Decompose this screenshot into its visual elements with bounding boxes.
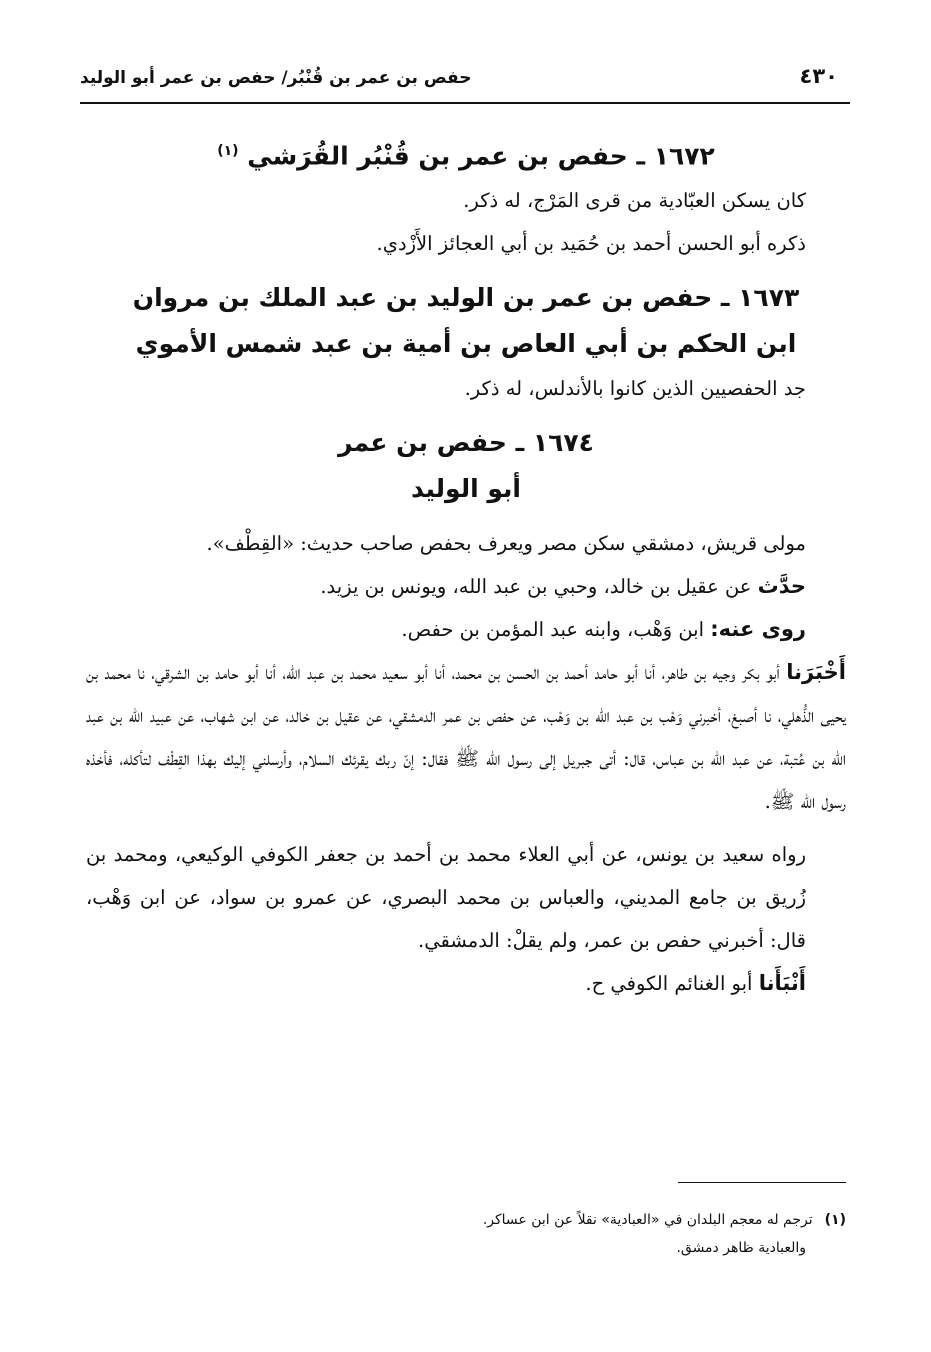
para-text: عن عقيل بن خالد، وحبي بن عبد الله، ويونس بن يزيد. bbox=[320, 575, 758, 599]
entry-1674-para-6 bbox=[86, 962, 846, 1005]
page-header bbox=[80, 62, 850, 104]
para-text: ابن وَهْب، وابنه عبد المؤمن بن حفص. bbox=[401, 618, 711, 642]
para-lead-haddatha: حدَّث bbox=[757, 574, 806, 599]
entry-title-1674-line-2: أبو الوليد bbox=[411, 474, 521, 504]
footnote-marker: (١) bbox=[824, 1212, 846, 1228]
page-number: ٤٣٠ bbox=[799, 64, 838, 88]
entry-1672-para-1: كان يسكن العبّادية من قرى المَرْج، له ذكر. bbox=[463, 189, 806, 213]
footnote-text-1: ترجم له معجم البلدان في «العبادية» نقلاً عن ابن عساكر. bbox=[482, 1212, 813, 1228]
entry-1674-para-4 bbox=[86, 651, 846, 823]
footnote-line-2: والعبادية ظاهر دمشق. bbox=[676, 1240, 806, 1256]
para-text: أبو بكر وجيه بن طاهر، أنا أبو حامد أحمد بن الحسن بن محمد، أنا أبو سعيد محمد بن عبد الله، أنا أبو حامد بن الشرقي، نا محمد بن يحيى الذُّهلي، نا أصبغ، أخبرني وَهْب بن عبد الله بن وَهْب، عن حفص بن عمر الدمشقي، عن عقيل بن خالد، عن ابن شهاب، عن عبيد الله بن عبد الله بن عُتبة، عن عبد الله بن عباس، قال: أتى جبريل إلى رسول الله ﷺ فقال: إنّ ربك يقرئك السلام، وأرسلني إليك بهذا القِطْف لتأكله، فأخذه رسول الله ﷺ. bbox=[86, 661, 846, 814]
entry-1672-para-2: ذكره أبو الحسن أحمد بن حُمَيد بن أبي العجائز الأَزْدي. bbox=[376, 232, 806, 256]
entry-title-1672-text: ١٦٧٢ ـ حفص بن عمر بن قُنْبُر القُرَشي bbox=[247, 141, 715, 171]
entry-title-1673-line-1: ١٦٧٣ ـ حفص بن عمر بن الوليد بن عبد الملك بن مروان bbox=[132, 283, 800, 313]
para-text: أبو الغنائم الكوفي ح. bbox=[585, 972, 759, 996]
footnote-ref: (١) bbox=[217, 143, 239, 159]
para-lead-rawa-anhu: روى عنه: bbox=[710, 617, 806, 642]
entry-1674-para-1: مولى قريش، دمشقي سكن مصر ويعرف بحفص صاحب حديث: «القِطْف». bbox=[206, 532, 806, 556]
para-lead-akhbarana: أَخْبَرَنا bbox=[786, 660, 846, 685]
entry-title-1673-line-2: ابن الحكم بن أبي العاص بن أمية بن عبد شمس الأموي bbox=[135, 329, 797, 359]
footnote-divider bbox=[678, 1182, 846, 1183]
entry-1674-para-2 bbox=[86, 565, 846, 608]
para-lead-anbaana: أَنْبَأَنا bbox=[758, 971, 806, 996]
running-title: حفص بن عمر بن قُنْبُر/ حفص بن عمر أبو الوليد bbox=[80, 68, 472, 88]
entry-1674-para-3 bbox=[86, 608, 846, 651]
footnote bbox=[400, 1206, 846, 1262]
entry-title-1672 bbox=[86, 128, 846, 179]
page-body bbox=[86, 128, 846, 1005]
entry-1674-para-5: رواه سعيد بن يونس، عن أبي العلاء محمد بن أحمد بن جعفر الكوفي الوكيعي، ومحمد بن زُريق بن جامع المديني، والعباس بن محمد البصري، عن عمرو بن سواد، عن ابن وَهْب، قال: أخبرني حفص بن عمر، ولم يقلْ: الدمشقي. bbox=[86, 843, 806, 953]
entry-1673-para-1: جد الحفصيين الذين كانوا بالأندلس، له ذكر. bbox=[464, 377, 806, 401]
footnote-line-1 bbox=[400, 1206, 846, 1234]
entry-title-1674-line-1: ١٦٧٤ ـ حفص بن عمر bbox=[338, 428, 594, 458]
